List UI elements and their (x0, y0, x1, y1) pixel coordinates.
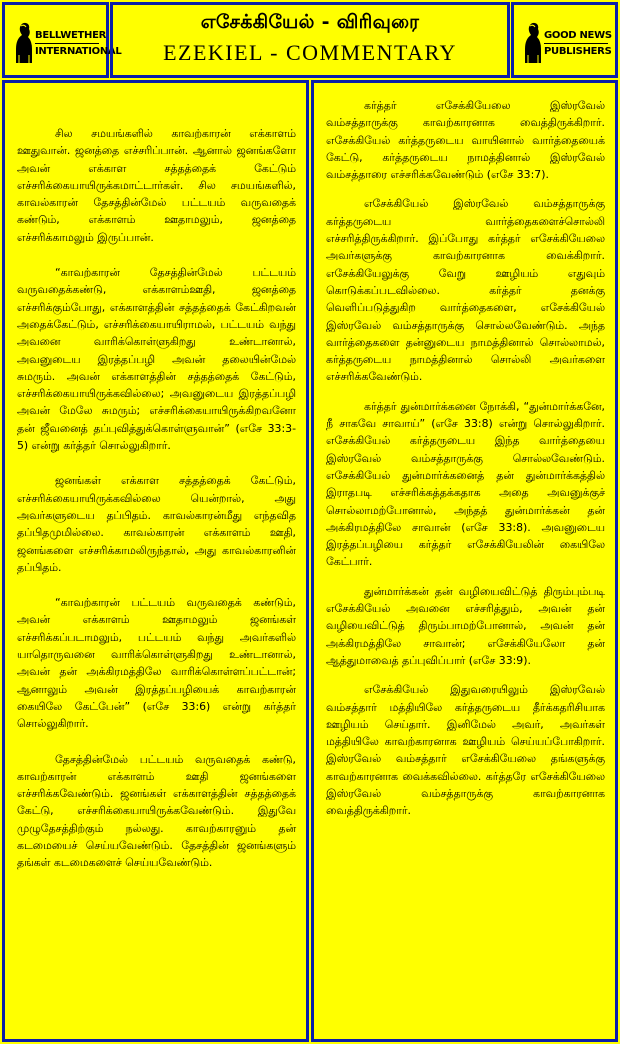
left-text-column (2, 80, 309, 1042)
paragraph: எசேக்கியேல் இஸ்ரவேல் வம்சத்தாருக்கு கர்த்தருடைய வார்த்தைகளைச்சொல்லி எச்சரித்திருக்கிறார். இப்போது கர்த்தர் எசேக்கியேலை அவர்களுக்கு காவற்காரனாக வைக்கிறார். எசேக்கியேலுக்கு வேறு ஊழியம் எதுவும் கொடுக்கப்படவில்லை. கர்த்தர் தனக்கு வெளிப்படுத்துகிற வார்த்தைகளை, எசேக்கியேல் இஸ்ரவேல் வம்சத்தாருக்கு சொல்லவேண்டும். அந்த வார்த்தைகளை தன்னுடைய நாமத்தினால் சொல்லாமல், கர்த்தருடைய நாமத்தினால் சொல்லி அவர்களை எச்சரிக்கவேண்டும். (326, 197, 605, 384)
paragraph: சில சமயங்களில் காவற்காரன் எக்காளம் ஊதுவான். ஜனத்தை எச்சரிப்பான். ஆனால் ஜனங்களோ அவன் எக்காள சத்தத்தைக் கேட்டும் எச்சரிக்கையாயிருக்கமாட்டார்கள். சில சமயங்களில், காவல்காரன் தேசத்தின்மேல் பட்டயம் வருவதைக் கண்டும், எக்காளம் ஊதாமலும், ஜனத்தை எச்சரிக்காமலும் இருப்பான். (17, 127, 296, 244)
bellwether-logo-box (2, 2, 122, 78)
paragraph: துன்மார்க்கன் தன் வழியைவிட்டுத் திரும்பும்படி எசேக்கியேல் அவனை எச்சரித்தும், அவன் தன் வழியைவிட்டுத் திரும்பாமற்போனால், அவன் தன் அக்கிரமத்திலே சாவான்; எசேக்கியேலோ தன் ஆத்துமாவைத் தப்புவிப்பார் (எசே 33:9). (326, 584, 605, 667)
paragraph: “காவற்காரன் பட்டயம் வருவதைக் கண்டும், அவன் எக்காளம் ஊதாமலும் ஜனங்கள் எச்சரிக்கப்படாமலும், பட்டயம் வந்து அவர்களில் யாதொருவனை வாரிக்கொள்ளுகிறது உண்டானால், அவன் தன் அக்கிரமத்திலே வாரிக்கொள்ளப்பட்டான்; ஆனாலும் அவன் இரத்தப்பழியைக் காவற்காரன் கையிலே கேட்பேன்” (எசே 33:6) என்று கர்த்தர் சொல்லுகிறார். (17, 596, 296, 731)
page-title-english: EZEKIEL - COMMENTARY (163, 40, 457, 65)
bellwether-logo-line2: INTERNATIONAL (35, 46, 122, 57)
header-title-box (110, 2, 510, 78)
paragraph: “காவற்காரன் தேசத்தின்மேல் பட்டயம் வருவதைக்கண்டு, எக்காளம்ஊதி, ஜனத்தை எச்சரிக்கும்போது, எக்காளத்தின் சத்தத்தைக் கேட்கிறவன் அதைக்கேட்டும், எச்சரிக்கையாயிராமல், பட்டயம் வந்து அவனை வாரிக்கொள்ளுகிறது உண்டானால், அவனுடைய இரத்தப்பழி அவன் தலையின்மேல் சுமரும். அவன் எக்காளத்தின் சத்தத்தைக் கேட்டும், எச்சரிக்கையாயிருக்கவில்லை; அவனுடைய இரத்தப்பழி அவன் மேலே சுமரும்; எச்சரிக்கையாயிருக்கிறவனோ தன் ஜீவனைத் தப்புவித்துக்கொள்ளுவான்” (எசே 33:3-5) என்று கர்த்தர் சொல்லுகிறார். (17, 266, 296, 453)
good-news-logo-box (511, 2, 618, 78)
good-news-logo-line2: PUBLISHERS (544, 46, 612, 57)
paragraph: ஜனங்கள் எக்காள சத்தத்தைக் கேட்டும், எச்சரிக்கையாயிருக்கவில்லை யென்றால், அது அவர்களுடைய தப்பிதம். காவல்காரன்மீது எந்தவித தப்பிதமுமில்லை. காவல்காரன் எக்காளம் ஊதி, ஜனங்களை எச்சரிக்காமலிருந்தால், அது காவல்காரனின் தப்பிதம். (17, 474, 296, 574)
logo-divider (544, 43, 608, 44)
bellwether-sheep-icon (13, 19, 35, 65)
good-news-sheep-icon (522, 19, 544, 65)
right-text-column (311, 80, 618, 1042)
paragraph: எசேக்கியேல் இதுவரையிலும் இஸ்ரவேல் வம்சத்தார் மத்தியிலே கர்த்தருடைய தீர்க்கதரிசியாக ஊழியம் செய்தார். இனிமேல் அவர், அவர்கள் மத்தியிலே காவற்காரனாக ஊழியம் செய்யப்போகிறார். இஸ்ரவேல் வம்சத்தார் எசேக்கியேலை தங்களுக்கு காவற்காரனாக வைக்கவில்லை. கர்த்தரே எசேக்கியேலை இஸ்ரவேல் வம்சத்தாருக்கு காவற்காரனாக வைத்திருக்கிறார். (326, 683, 605, 818)
bellwether-logo (13, 17, 122, 67)
paragraph: தேசத்தின்மேல் பட்டயம் வருவதைக் கண்டு, காவற்காரன் எக்காளம் ஊதி ஜனங்களை எச்சரிக்கவேண்டும். ஜனங்கள் எக்காளத்தின் சத்தத்தைக் கேட்டு, எச்சரிக்கையாயிருக்கவேண்டும். இதுவே முழுதேசத்திற்கும் நல்லது. காவற்காரனும் தன் கடமையைச் செய்யவேண்டும். தேசத்தின் ஜனங்களும் தங்கள் கடமைகளைச் செய்யவேண்டும். (17, 752, 296, 870)
good-news-logo-line1: GOOD NEWS (544, 30, 612, 41)
paragraph: கர்த்தர் எசேக்கியேலை இஸ்ரவேல் வம்சத்தாருக்கு காவற்காரனாக வைத்திருக்கிறார். எசேக்கியேல் கர்த்தருடைய வாயினால் வார்த்தையைக் கேட்டு, கர்த்தருடைய நாமத்தினால் இஸ்ரவேல் வம்சத்தாரை எச்சரிக்கவேண்டும் (எசே 33:7). (326, 99, 605, 182)
paragraph: கர்த்தர் துன்மார்க்கனை நோக்கி, “துன்மார்க்கனே, நீ சாகவே சாவாய்” (எசே 33:8) என்று சொல்லுகிறார். எசேக்கியேல் கர்த்தருடைய இந்த வார்த்தையை இஸ்ரவேல் வம்சத்தாருக்கு சொல்லவேண்டும். எசேக்கியேல் துன்மார்க்கனைத் தன் துன்மார்க்கத்தில் இராதபடி எச்சரிக்கத்தக்கதாக அதை அவனுக்குச் சொல்லாமற்போனால், அந்தத் துன்மார்க்கன் தன் அக்கிரமத்திலே சாவான் (எசே 33:8). அவனுடைய இரத்தப்பழியை கர்த்தர் எசேக்கியேலின் கையிலே கேட்பார். (326, 399, 605, 569)
bellwether-logo-line1: BELLWETHER (35, 30, 107, 41)
page-title-tamil: எசேக்கியேல் - விரிவுரை (200, 11, 420, 33)
logo-divider (35, 43, 99, 44)
good-news-logo (522, 17, 612, 67)
